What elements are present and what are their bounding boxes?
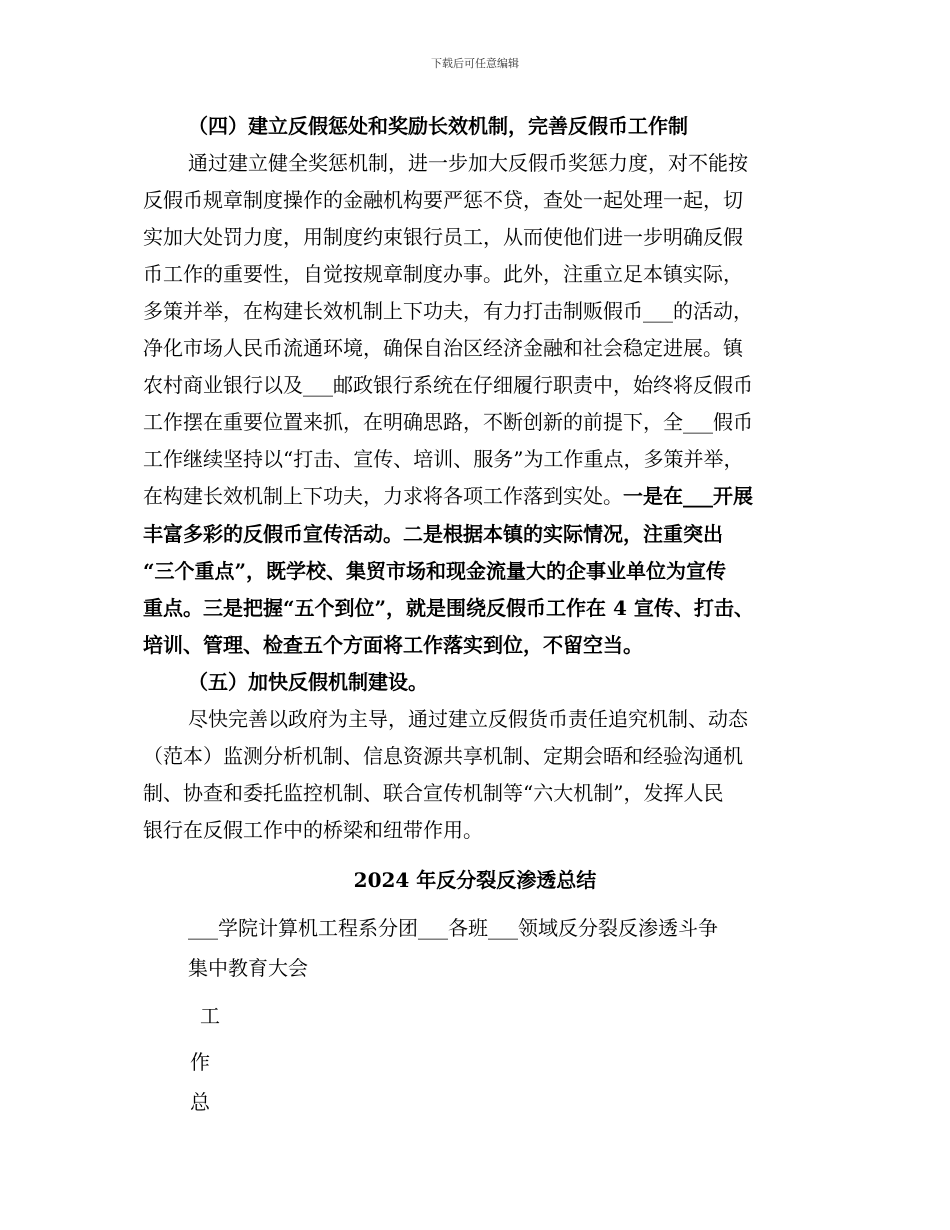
section4-bold-line-3: 培训、管理、检查五个方面将工作落实到位，不留空当。 [143,633,643,657]
section4-line-6: 农村商业银行以及___邮政银行系统在仔细履行职责中，始终将反假币 [143,373,753,397]
section4-line-7: 工作摆在重要位置来抓，在明确思路，不断创新的前提下，全___假币 [143,410,753,434]
section5-line-3: 银行在反假工作中的桥梁和纽带作用。 [143,818,483,842]
section4-line-0: 通过建立健全奖惩机制，进一步加大反假币奖惩力度，对不能按 [188,151,748,175]
summary-line-1: 集中教育大会 [188,956,308,980]
section4-bold-line-1: “三个重点”，既学校、集贸市场和现金流量大的企事业单位为宣传 [143,559,727,583]
section5-heading: （五）加快反假机制建设。 [188,670,428,694]
mixed-normal-text: 在构建长效机制上下功夫，力求将各项工作落到实处。 [143,484,623,508]
section4-heading: （四）建立反假惩处和奖励长效机制，完善反假币工作制 [188,114,688,138]
section4-bold-line-0: 丰富多彩的反假币宣传活动。二是根据本镇的实际情况，注重突出 [143,522,723,546]
section4-line-5: 净化市场人民币流通环境，确保自治区经济金融和社会稳定进展。镇 [143,336,743,360]
section4-line-8: 工作继续坚持以“打击、宣传、培训、服务”为工作重点，多策并举， [143,447,744,471]
header-note: 下载后可任意编辑 [431,57,519,70]
summary-title: 2024 年反分裂反渗透总结 [353,868,597,892]
summary-line-0: ___学院计算机工程系分团___各班___领域反分裂反渗透斗争 [188,916,718,940]
section5-line-1: （范本）监测分析机制、信息资源共享机制、定期会晤和经验沟通机 [143,744,743,768]
section5-line-2: 制、协查和委托监控机制、联合宣传机制等“六大机制”，发挥人民 [143,781,724,805]
section4-line-2: 实加大处罚力度，用制度约束银行员工，从而使他们进一步明确反假 [143,225,743,249]
section4-bold-line-2: 重点。三是把握“五个到位”，就是围绕反假币工作在 4 宣传、打击、 [143,596,754,620]
mixed-bold-text: 一是在___开展 [623,484,753,508]
vertical-char-1: 作 [190,1050,210,1074]
section4-line-3: 币工作的重要性，自觉按规章制度办事。此外，注重立足本镇实际， [143,262,743,286]
section4-mixed-line [143,484,753,508]
vertical-char-2: 总 [190,1090,210,1114]
vertical-char-0: 工 [200,1004,220,1028]
section5-line-0: 尽快完善以政府为主导，通过建立反假货币责任追究机制、动态 [188,707,748,731]
section4-line-1: 反假币规章制度操作的金融机构要严惩不贷，查处一起处理一起，切 [143,188,743,212]
section4-line-4: 多策并举，在构建长效机制上下功夫，有力打击制贩假币___的活动， [143,299,753,323]
